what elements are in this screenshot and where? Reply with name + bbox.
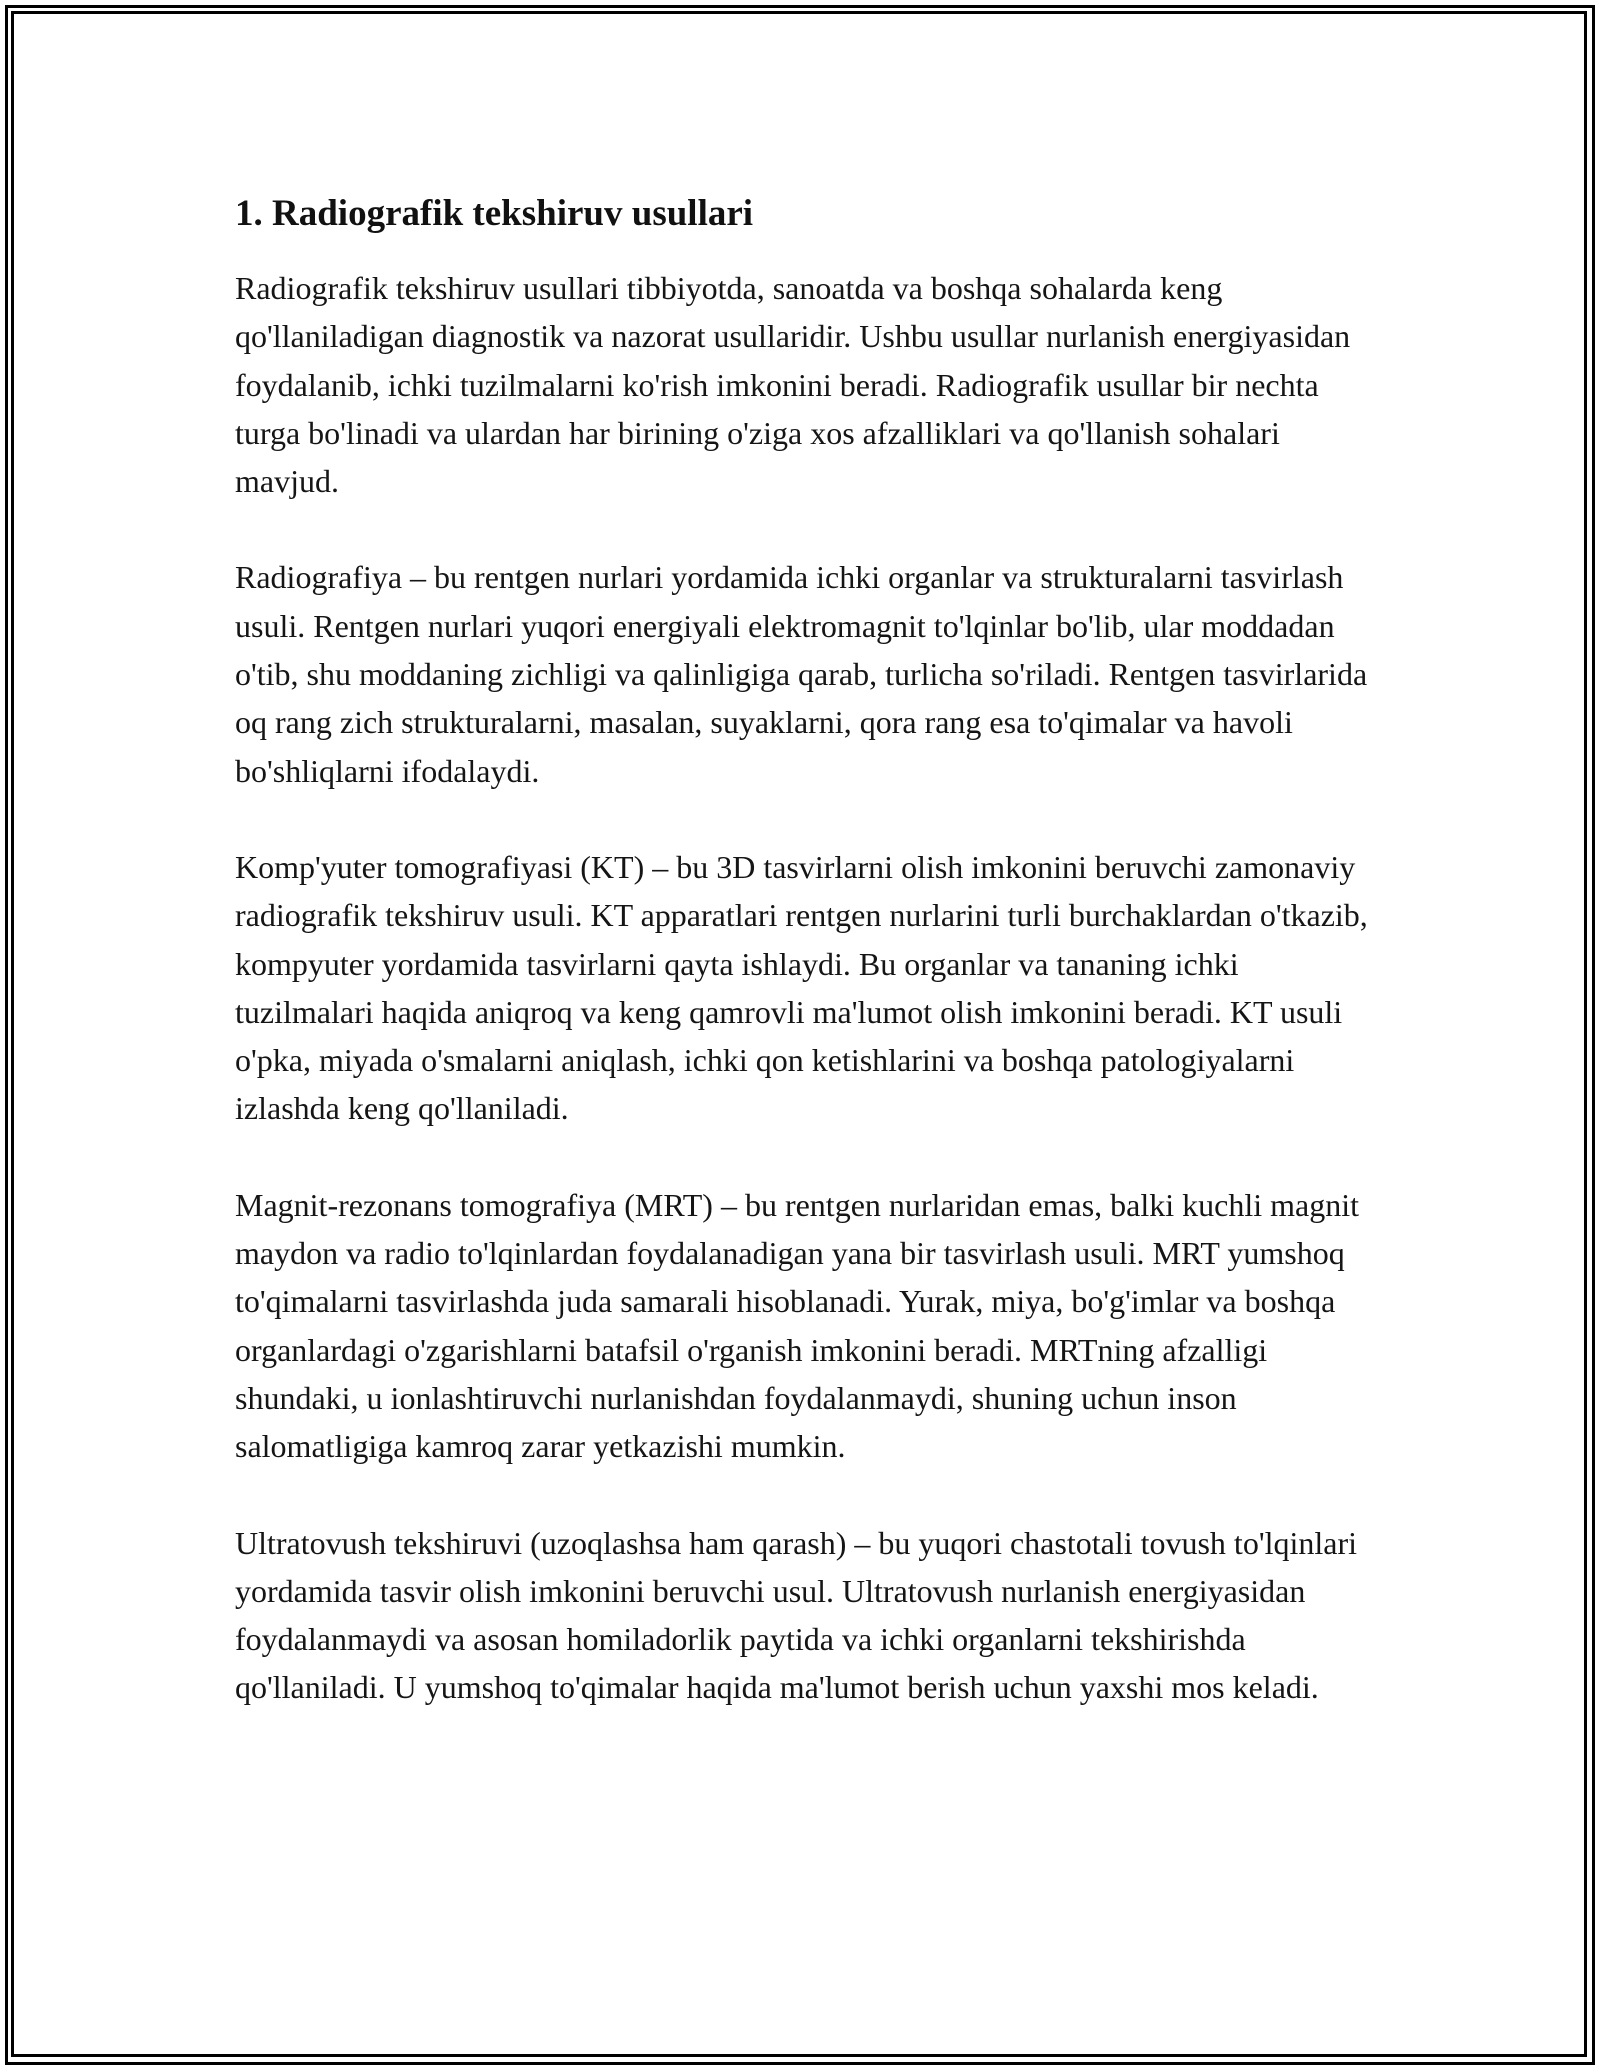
document-body: [235, 188, 1375, 1760]
paragraph-ultratovush: Ultratovush tekshiruvi (uzoqlashsa ham qarash) – bu yuqori chastotali tovush to'lqinlari yordamida tasvir olish imkonini beruvchi usul. Ultratovush nurlanish energiyasidan foydalanmaydi va asosan homiladorlik paytida va ichki organlarni tekshirishda qo'llaniladi. U yumshoq to'qimalar haqida ma'lumot berish uchun yaxshi mos keladi.: [235, 1524, 1357, 1706]
section-heading: 1. Radiografik tekshiruv usullari: [235, 193, 754, 234]
paragraph-mrt: Magnit-rezonans tomografiya (MRT) – bu rentgen nurlaridan emas, balki kuchli magnit maydon va radio to'lqinlardan foydalanadigan yana bir tasvirlash usuli. MRT yumshoq to'qimalarni tasvirlashda juda samarali hisoblanadi. Yurak, miya, bo'g'imlar va boshqa organlardagi o'zgarishlarni batafsil o'rganish imkonini beradi. MRTning afzalligi shundaki, u ionlashtiruvchi nurlanishdan foydalanmaydi, shuning uchun inson salomatligiga kamroq zarar yetkazishi mumkin.: [235, 1186, 1359, 1465]
paragraph-kt: Komp'yuter tomografiyasi (KT) – bu 3D tasvirlarni olish imkonini beruvchi zamonaviy radiografik tekshiruv usuli. KT apparatlari rentgen nurlarini turli burchaklardan o'tkazib, kompyuter yordamida tasvirlarni qayta ishlaydi. Bu organlar va tananing ichki tuzilmalari haqida aniqroq va keng qamrovli ma'lumot olish imkonini beradi. KT usuli o'pka, miyada o'smalarni aniqlash, ichki qon ketishlarini va boshqa patologiyalarni izlashda keng qo'llaniladi.: [235, 848, 1368, 1127]
paragraph-intro: Radiografik tekshiruv usullari tibbiyotda, sanoatda va boshqa sohalarda keng qo'llaniladigan diagnostik va nazorat usullaridir. Ushbu usullar nurlanish energiyasidan foydalanib, ichki tuzilmalarni ko'rish imkonini beradi. Radiografik usullar bir nechta turga bo'linadi va ulardan har birining o'ziga xos afzalliklari va qo'llanish sohalari mavjud.: [235, 270, 1351, 500]
paragraph-radiografiya: Radiografiya – bu rentgen nurlari yordamida ichki organlar va strukturalarni tasvirlash usuli. Rentgen nurlari yuqori energiyali elektromagnit to'lqinlar bo'lib, ular moddadan o'tib, shu moddaning zichligi va qalinligiga qarab, turlicha so'riladi. Rentgen tasvirlarida oq rang zich strukturalarni, masalan, suyaklarni, qora rang esa to'qimalar va havoli bo'shliqlarni ifodalaydi.: [235, 559, 1368, 789]
